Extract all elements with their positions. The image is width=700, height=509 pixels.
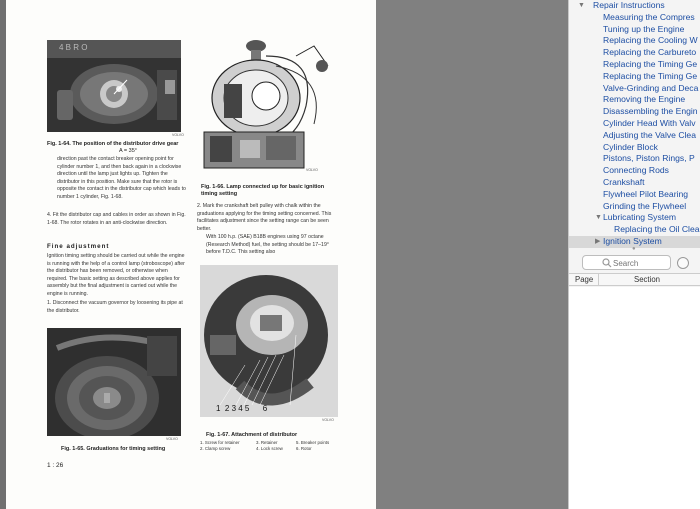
toc-item-label: Replacing the Carbureto <box>603 47 697 58</box>
fig-164-photo <box>47 40 181 132</box>
parts-left: 1. Screw for retainer 2. Clamp screw <box>200 440 240 452</box>
fig-167-caption: Fig. 1-67. Attachment of distributor <box>206 432 298 438</box>
volvo-tag-165: VOLVO <box>166 437 178 441</box>
toc-item[interactable] <box>569 94 700 106</box>
toc-item[interactable] <box>569 224 700 236</box>
toc-item-label: Connecting Rods <box>603 165 669 176</box>
toc-item-label: Pistons, Piston Rings, P <box>603 153 695 164</box>
search-icon <box>602 258 612 268</box>
page-number: 1 : 26 <box>47 462 64 469</box>
fig-166-caption: Fig. 1-66. Lamp connected up for basic ignition timing setting <box>201 184 325 197</box>
toc-item-label: Valve-Grinding and Deca <box>603 82 699 93</box>
toc-item[interactable] <box>569 212 700 224</box>
parts-right: 5. Breaker points 6. Rotor <box>296 440 330 452</box>
toc-item[interactable] <box>569 165 700 177</box>
fig-167-numbers: 1 2 3 4 5 6 <box>216 404 268 413</box>
toc-item-label: Ignition System <box>603 235 662 246</box>
column-header-section[interactable]: Section <box>634 275 661 284</box>
toc-item[interactable] <box>569 130 700 142</box>
fig-165-photo <box>47 328 181 436</box>
disclosure-collapsed-icon[interactable]: ▶ <box>595 237 601 245</box>
toc-item-label: Replacing the Timing Ge <box>603 58 698 69</box>
para-direction: direction past the contact breaker opening point for cylinder number 1, and then back again in a clockwise direction until the lamp just lights up. Tighten the distributor in this position. Make sure that the rotor is opposite the contact in the distributor cap which leads to number 1 cylinder, Fig. 1-68. <box>57 156 186 200</box>
toc-item[interactable] <box>569 0 700 12</box>
search-field[interactable] <box>582 255 671 270</box>
toc-item-label: Cylinder Head With Valv <box>603 117 696 128</box>
para-step1: 1. Disconnect the vacuum governor by loosening its pipe at the distributor. <box>47 300 183 314</box>
resize-handle-icon[interactable]: ● <box>632 246 636 252</box>
fig-167-photo <box>200 265 338 417</box>
toc-item-label: Grinding the Flywheel <box>603 200 687 211</box>
fig-165-caption: Fig. 1-65. Graduations for timing setting <box>61 446 166 452</box>
document-background <box>376 0 568 509</box>
para-100hp: With 100 h.p. (SAE) B18B engines using 97 octane (Research Method) fuel, the setting should be 17–19° before T.D.C. This setting also <box>206 234 329 256</box>
column-divider <box>598 274 599 286</box>
toc-item-label: Lubricating System <box>603 212 677 223</box>
toc-item[interactable] <box>569 106 700 118</box>
fig-166-drawing <box>196 36 336 182</box>
toc-item[interactable] <box>569 118 700 130</box>
toc-item[interactable] <box>569 153 700 165</box>
toc-item[interactable] <box>569 35 700 47</box>
parts-mid: 3. Retainer 4. Lock screw <box>256 440 283 452</box>
toc-item-label: Replacing the Cooling W <box>603 35 698 46</box>
results-header <box>569 273 700 286</box>
volvo-tag-167: VOLVO <box>322 418 334 422</box>
toc-item[interactable] <box>569 24 700 36</box>
para-step2: 2. Mark the crankshaft belt pulley with chalk within the graduations applying for the timing setting concerned. This facilitates adjustment since the setting range can be seen better. <box>197 203 332 232</box>
toc-item[interactable] <box>569 189 700 201</box>
search-results-list <box>569 287 700 509</box>
svg-text:4 B R O: 4 B R O <box>59 43 88 52</box>
toc-item-label: Adjusting the Valve Clea <box>603 129 696 140</box>
toc-item-label: Disassembling the Engin <box>603 106 698 117</box>
fig-164-sub: A = 35° <box>119 148 137 154</box>
toc-item-label: Crankshaft <box>603 176 645 187</box>
toc-item[interactable] <box>569 12 700 24</box>
toc-item-label: Cylinder Block <box>603 141 658 152</box>
toc-item-label: Flywheel Pilot Bearing <box>603 188 689 199</box>
toc-item[interactable] <box>569 59 700 71</box>
toc-item[interactable] <box>569 71 700 83</box>
document-page[interactable] <box>6 0 376 509</box>
toc-item[interactable] <box>569 201 700 213</box>
toc-item-label: Tuning up the Engine <box>603 23 685 34</box>
toc-item[interactable] <box>569 83 700 95</box>
volvo-tag-166: VOLVO <box>306 168 318 172</box>
search-input[interactable] <box>613 257 669 269</box>
toc-item-label: Removing the Engine <box>603 94 686 105</box>
disclosure-expanded-icon[interactable]: ▼ <box>595 214 602 222</box>
search-options-button[interactable] <box>677 257 689 269</box>
toc-item-label: Replacing the Oil Clea <box>614 224 700 235</box>
toc-item[interactable] <box>569 177 700 189</box>
toc-item-label: Repair Instructions <box>593 0 665 10</box>
heading-fine-adjustment: Fine adjustment <box>47 243 110 250</box>
toc-item-label: Measuring the Compres <box>603 11 695 22</box>
column-header-page[interactable]: Page <box>575 275 594 284</box>
fig-164-caption: Fig. 1-64. The position of the distributor drive gear <box>47 141 179 147</box>
toc-item[interactable] <box>569 142 700 154</box>
sidebar <box>568 0 700 509</box>
volvo-tag-164: VOLVO <box>172 133 184 137</box>
para-step4: 4. Fit the distributor cap and cables in order as shown in Fig. 1-68. The rotor rotates in an anti-clockwise direction. <box>47 212 186 226</box>
disclosure-expanded-icon[interactable]: ▼ <box>578 2 585 9</box>
toc-item[interactable] <box>569 47 700 59</box>
toc-item-label: Replacing the Timing Ge <box>603 70 698 81</box>
para-fine: Ignition timing setting should be carried out while the engine is running with the help of a control lamp (stroboscope) after the distributor has been removed, or otherwise when required. The basic setting as described above applies for assembly but the final adjustment is carried out while the engine is running. <box>47 253 185 297</box>
table-of-contents <box>569 0 700 248</box>
